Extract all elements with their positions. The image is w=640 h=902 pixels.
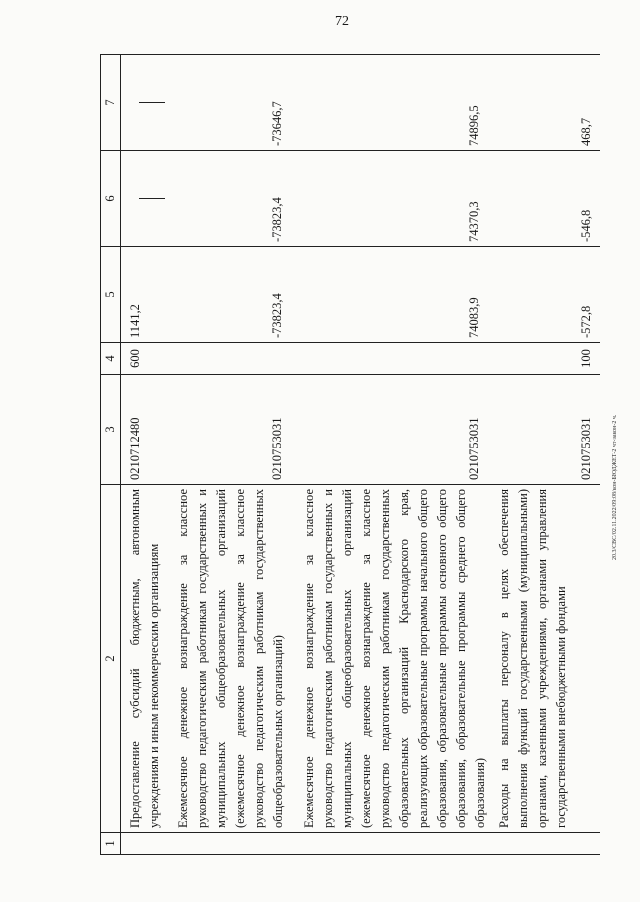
row-number-cell <box>490 833 600 855</box>
amount-col6: -73823,4 <box>169 151 295 247</box>
row-number-cell <box>169 833 295 855</box>
expense-type-code <box>169 343 295 375</box>
table-row <box>169 55 295 855</box>
row-number-cell <box>121 833 169 855</box>
dash-mark <box>139 102 165 103</box>
amount-col5: 74083,9 <box>295 247 490 343</box>
amount-col7: 468,7 <box>490 55 600 151</box>
amount-col5: -73823,4 <box>169 247 295 343</box>
column-header: 7 <box>101 55 121 151</box>
row-description: Ежемесячное денежное вознаграждение за классное руководство педагогическим работникам государственных и муниципальных общеобразовательных организаций (ежемесячное денежное вознаграждение за классное руководство педагогическим работникам государственных образовательных организаций Краснодарского края, реализующих образовательные программы начального общего образования, образовательные программы основного общего образования, образовательные программы среднего общего образования) <box>295 485 490 833</box>
row-description: Ежемесячное денежное вознаграждение за классное руководство педагогическим работникам государственных и муниципальных общеобразовательных организаций (ежемесячное денежное вознаграждение за классное руководство педагогическим работникам государственных общеобразовательных организаций) <box>169 485 295 833</box>
column-header: 6 <box>101 151 121 247</box>
dash-mark <box>139 198 165 199</box>
amount-col6 <box>121 151 169 247</box>
column-header: 5 <box>101 247 121 343</box>
table-row <box>295 55 490 855</box>
table-row <box>490 55 600 855</box>
rotated-table-container <box>100 55 600 855</box>
document-stamp: 20.3/СВС/02.11.2022/09:08/кон-БЮДЖЕТ-2 чт-закон-2 ч. <box>612 414 618 560</box>
amount-col6: -546,8 <box>490 151 600 247</box>
target-article-code: 0210712480 <box>121 375 169 485</box>
row-number-cell <box>295 833 490 855</box>
amount-col7: 74896,5 <box>295 55 490 151</box>
expense-type-code: 100 <box>490 343 600 375</box>
row-description: Расходы на выплаты персоналу в целях обеспечения выполнения функций государственными (муниципальными) органами, казенными учреждениями, органами управления государственными внебюджетными фондами <box>490 485 600 833</box>
target-article-code: 0210753031 <box>295 375 490 485</box>
column-header: 4 <box>101 343 121 375</box>
column-header: 1 <box>101 833 121 855</box>
amount-col5: 1141,2 <box>121 247 169 343</box>
table-header-row <box>101 55 121 855</box>
amount-col5: -572,8 <box>490 247 600 343</box>
budget-table <box>100 54 600 855</box>
amount-col7 <box>121 55 169 151</box>
page-number: 72 <box>335 14 349 29</box>
table-row <box>121 55 169 855</box>
target-article-code: 0210753031 <box>490 375 600 485</box>
column-header: 2 <box>101 485 121 833</box>
amount-col6: 74370,3 <box>295 151 490 247</box>
target-article-code: 0210753031 <box>169 375 295 485</box>
expense-type-code <box>295 343 490 375</box>
column-header: 3 <box>101 375 121 485</box>
expense-type-code: 600 <box>121 343 169 375</box>
amount-col7: -73646,7 <box>169 55 295 151</box>
row-description: Предоставление субсидий бюджетным, автономным учреждениям и иным некоммерческим организациям <box>121 485 169 833</box>
